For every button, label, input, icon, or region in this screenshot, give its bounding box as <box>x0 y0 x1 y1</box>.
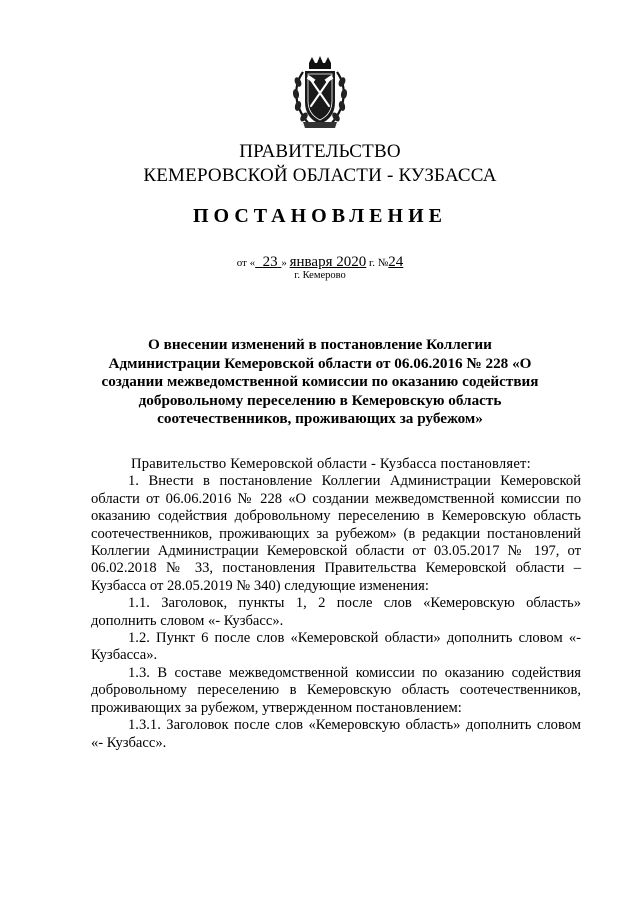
document-title: О внесении изменений в постановление Коллегии Администрации Кемеровской области от 06.06.2016 № 228 «О создании межведомственной комиссии по оказанию содействия добровольному переселению в Кемеровскую область соотечественников, проживающих за рубежом» <box>101 336 539 427</box>
body-paragraph: 1.3. В составе межведомственной комиссии по оказанию содействия добровольному переселению в Кемеровскую область соотечественников, проживающих за рубежом, утвержденном постановлением: <box>91 664 581 716</box>
document-body <box>91 456 581 752</box>
body-intro: Правительство Кемеровской области - Кузбасса постановляет: <box>131 456 531 472</box>
date-month-year: января 2020 <box>289 254 367 270</box>
document-number: 24 <box>388 254 404 270</box>
number-sign: № <box>377 257 389 269</box>
body-paragraph: 1. Внести в постановление Коллегии Администрации Кемеровской области от 06.06.2016 № 228 «О создании межведомственной комиссии по оказанию содействия добровольному переселению в Кемеровскую область соотечественников, проживающих за рубежом» (в редакции постановлений Коллегии Администрации Кемеровской области от 03.05.2017 № 197, от 06.02.2018 № 33, постановления Правительства Кемеровской области – Кузбасса от 28.05.2019 № 340) следующие изменения: <box>91 473 581 594</box>
date-prefix: от « <box>236 257 256 269</box>
document-type-heading: ПОСТАНОВЛЕНИЕ <box>193 205 447 227</box>
date-year-suffix: г. <box>369 257 376 269</box>
date-quote-close: » <box>281 257 287 269</box>
body-paragraph: 1.1. Заголовок, пункты 1, 2 после слов «Кемеровскую область» дополнить словом «- Кузбасс». <box>91 595 581 629</box>
body-paragraph: 1.3.1. Заголовок после слов «Кемеровскую область» дополнить словом «- Кузбасс». <box>91 717 581 751</box>
body-paragraph: 1.2. Пункт 6 после слов «Кемеровской области» дополнить словом «- Кузбасса». <box>91 630 581 664</box>
coat-of-arms-emblem <box>289 56 351 132</box>
date-day: 23 <box>262 254 278 270</box>
government-name-line-1: ПРАВИТЕЛЬСТВО <box>239 141 401 162</box>
document-city: г. Кемерово <box>294 270 346 281</box>
document-date-number <box>0 254 640 271</box>
government-name-line-2: КЕМЕРОВСКОЙ ОБЛАСТИ - КУЗБАССА <box>143 165 497 186</box>
